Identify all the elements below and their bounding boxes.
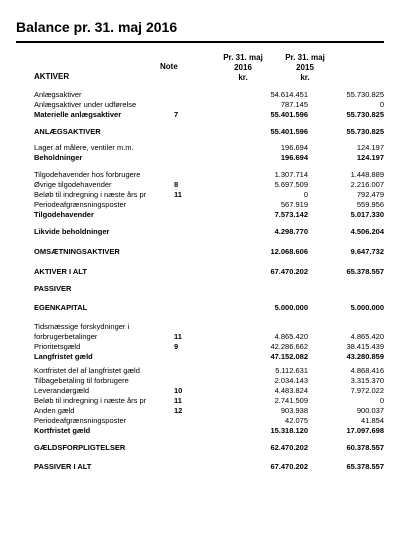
table-row (34, 406, 384, 416)
table-row (34, 200, 384, 210)
row-label: Tilgodehavender (34, 210, 94, 219)
table-row (34, 127, 384, 137)
row-value-2015: 4.868.416 (350, 366, 384, 375)
column-header-2016-line2: 2016 (234, 63, 252, 72)
row-value-2015: 3.315.370 (350, 376, 384, 385)
row-value-2015: 5.017.330 (350, 210, 384, 219)
row-value-2015: 43.280.859 (346, 352, 384, 361)
row-label: Prioritetsgæld (34, 342, 81, 351)
table-row (34, 143, 384, 153)
row-label: Periodeafgrænsningsposter (34, 416, 127, 425)
row-label: Beholdninger (34, 153, 83, 162)
row-label: forbrugerbetalinger (34, 332, 98, 341)
row-label: Materielle anlægsaktiver (34, 110, 122, 119)
row-value-2016: 196.694 (280, 143, 308, 152)
table-row (34, 100, 384, 110)
row-note: 7 (174, 110, 179, 119)
row-value-2016: 567.919 (280, 200, 308, 209)
row-label: PASSIVER (34, 284, 72, 293)
row-label: Tilbagebetaling til forbrugere (34, 376, 129, 385)
row-value-2015: 7.972.022 (350, 386, 384, 395)
row-note: 8 (174, 180, 179, 189)
row-label: Beløb til indregning i næste års pr (34, 396, 147, 405)
row-value-2016: 54.614.451 (270, 90, 308, 99)
row-value-2016: 62.470.202 (270, 443, 308, 452)
table-row (34, 386, 384, 396)
row-value-2015: 17.097.698 (346, 426, 384, 435)
row-note: 11 (174, 332, 182, 341)
table-row (34, 352, 384, 362)
row-label: Øvrige tilgodehavender (34, 180, 112, 189)
table-row (34, 396, 384, 406)
row-value-2016: 5.112.631 (275, 366, 308, 375)
row-note: 11 (174, 190, 182, 199)
row-value-2016: 4.298.770 (274, 227, 308, 236)
table-row (34, 443, 384, 453)
row-value-2016: 2.741.509 (274, 396, 308, 405)
row-value-2016: 15.318.120 (270, 426, 308, 435)
row-value-2016: 55.401.596 (270, 127, 308, 136)
row-value-2016: 787.145 (280, 100, 308, 109)
table-row (34, 170, 384, 180)
section-heading-aktiver: AKTIVER (34, 72, 70, 81)
row-label: Anden gæld (34, 406, 75, 415)
row-value-2016: 67.470.202 (270, 267, 308, 276)
row-value-2015: 4.506.204 (350, 227, 384, 236)
row-value-2016: 7.573.142 (274, 210, 308, 219)
table-row (34, 342, 384, 352)
row-value-2015: 38.415.439 (346, 342, 384, 351)
table-row (34, 322, 334, 332)
row-value-2015: 65.378.557 (346, 267, 384, 276)
row-value-2016: 4.483.824 (274, 386, 308, 395)
row-value-2016: 12.068.606 (270, 247, 308, 256)
table-row (34, 190, 384, 200)
row-value-2015: 41.854 (361, 416, 384, 425)
table-row (34, 180, 384, 190)
row-value-2015: 55.730.825 (346, 110, 384, 119)
row-value-2016: 67.470.202 (270, 462, 308, 471)
row-value-2016: 5.697.509 (274, 180, 308, 189)
row-note: 11 (174, 396, 182, 405)
row-label: Kortfristet del af langfristet gæld (34, 366, 140, 375)
row-label: Anlægsaktiver (34, 90, 82, 99)
row-value-2016: 47.152.082 (270, 352, 308, 361)
page-title: Balance pr. 31. maj 2016 (16, 19, 178, 35)
row-note: 9 (174, 342, 179, 351)
column-header-2015-line2: 2015 (296, 63, 314, 72)
table-row (34, 284, 334, 294)
row-value-2016: 5.000.000 (274, 303, 308, 312)
table-row (34, 247, 384, 257)
row-value-2015: 5.000.000 (350, 303, 384, 312)
column-header-2016-line3: kr. (238, 73, 248, 82)
row-label: Anlægsaktiver under udførelse (34, 100, 137, 109)
column-header-2015-line3: kr. (300, 73, 310, 82)
table-row (34, 332, 384, 342)
row-value-2016: 196.694 (280, 153, 308, 162)
column-header-2016-line1: Pr. 31. maj (223, 53, 263, 62)
row-value-2015: 2.216.007 (350, 180, 384, 189)
row-value-2016: 42.286.662 (270, 342, 308, 351)
row-value-2015: 124.197 (356, 153, 384, 162)
row-label: Tidsmæssige forskydninger i (34, 322, 130, 331)
table-row (34, 210, 384, 220)
row-value-2016: 42.075 (285, 416, 308, 425)
row-value-2015: 792.479 (356, 190, 384, 199)
column-header-2015-line1: Pr. 31. maj (285, 53, 325, 62)
row-label: Periodeafgrænsningsposter (34, 200, 127, 209)
row-label: AKTIVER I ALT (34, 267, 87, 276)
row-value-2016: 1.307.714 (274, 170, 308, 179)
table-row (34, 110, 384, 120)
table-row (34, 376, 384, 386)
row-label: Kortfristet gæld (34, 426, 91, 435)
table-row (34, 426, 384, 436)
row-label: Likvide beholdninger (34, 227, 110, 236)
table-row (34, 90, 384, 100)
row-label: Leverandørgæld (34, 386, 90, 395)
row-value-2015: 124.197 (356, 143, 384, 152)
table-row (34, 267, 384, 277)
row-label: GÆLDSFORPLIGTELSER (34, 443, 126, 452)
row-label: ANLÆGSAKTIVER (34, 127, 101, 136)
row-value-2015: 55.730.825 (346, 127, 384, 136)
row-note: 12 (174, 406, 183, 415)
row-label: Lager af målere, ventiler m.m. (34, 143, 134, 152)
row-value-2015: 900.037 (356, 406, 384, 415)
row-value-2015: 55.730.825 (346, 90, 384, 99)
table-row (34, 416, 384, 426)
row-label: Tilgodehavender hos forbrugere (34, 170, 141, 179)
row-label: PASSIVER I ALT (34, 462, 92, 471)
row-value-2015: 0 (379, 396, 384, 405)
table-row (34, 227, 384, 237)
row-value-2015: 559.956 (356, 200, 384, 209)
table-row (34, 153, 384, 163)
row-value-2015: 4.865.420 (350, 332, 384, 341)
row-label: Beløb til indregning i næste års pr (34, 190, 147, 199)
row-value-2015: 60.378.557 (346, 443, 384, 452)
row-label: Langfristet gæld (34, 352, 93, 361)
row-value-2016: 0 (303, 190, 308, 199)
row-value-2015: 65.378.557 (346, 462, 384, 471)
note-column-header: Note (160, 62, 178, 71)
row-value-2016: 2.034.143 (274, 376, 308, 385)
table-row (34, 303, 384, 313)
row-value-2015: 9.647.732 (350, 247, 384, 256)
row-value-2016: 4.865.420 (274, 332, 308, 341)
row-label: OMSÆTNINGSAKTIVER (34, 247, 120, 256)
row-note: 10 (174, 386, 183, 395)
row-value-2016: 55.401.596 (270, 110, 308, 119)
table-row (34, 462, 384, 472)
row-value-2015: 1.448.889 (350, 170, 384, 179)
row-value-2016: 903.938 (280, 406, 308, 415)
table-row (34, 366, 384, 376)
row-value-2015: 0 (379, 100, 384, 109)
row-label: EGENKAPITAL (34, 303, 88, 312)
